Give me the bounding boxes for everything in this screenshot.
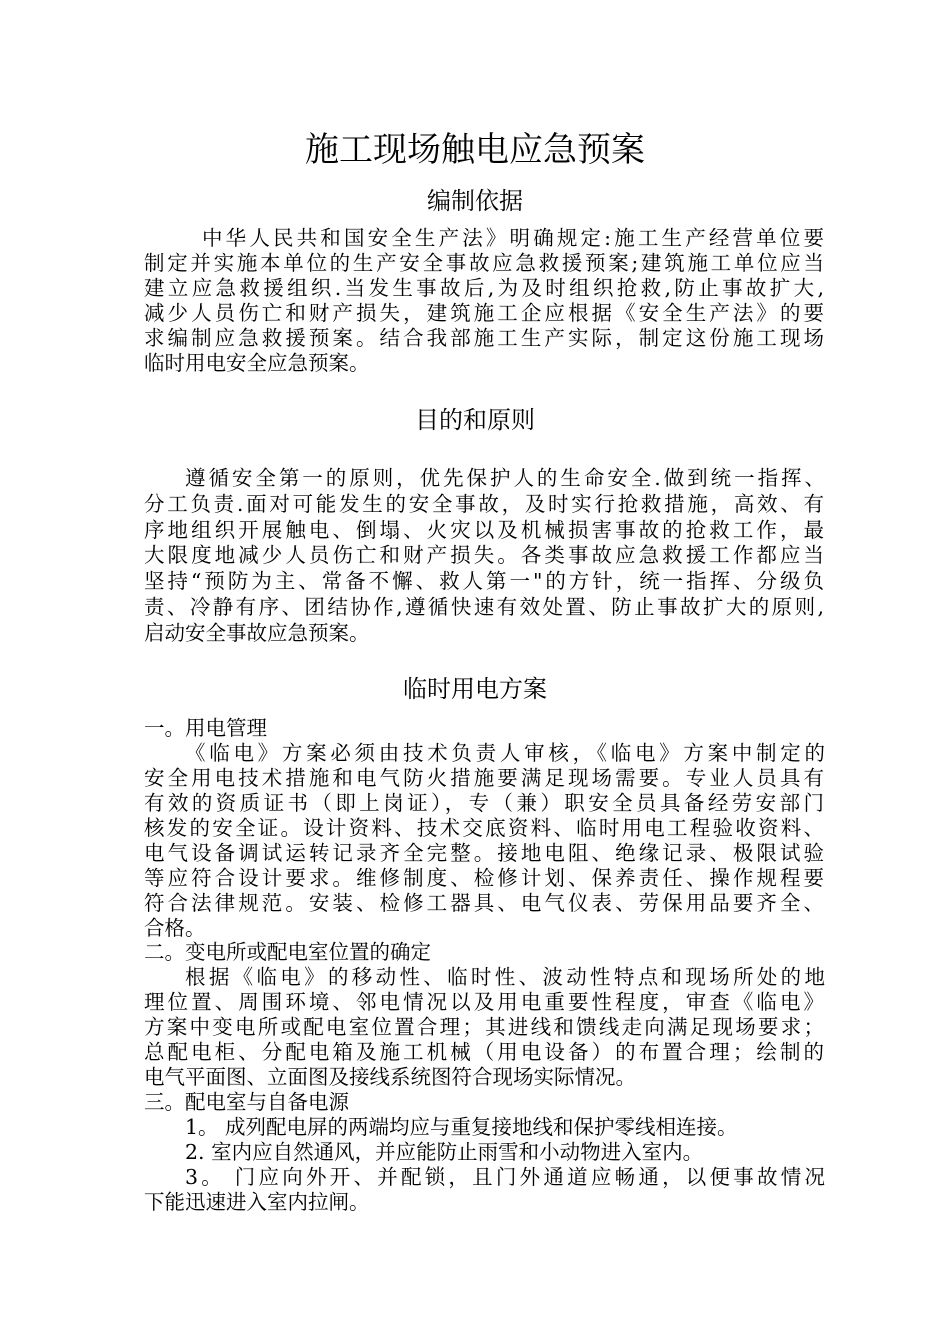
paragraph-line: 坚持“预防为主、常备不懈、救人第一"的方针，统一指挥、分级负 <box>144 569 824 593</box>
paragraph-line: 符合法律规范。安装、检修工器具、电气仪表、劳保用品要齐全、 <box>144 891 824 915</box>
subheading-line: 一。用电管理 <box>144 716 267 740</box>
section-heading-purpose: 目的和原则 <box>415 406 535 434</box>
document-title: 施工现场触电应急预案 <box>305 130 645 170</box>
paragraph-line: 序地组织开展触电、倒塌、火灾以及机械损害事故的抢救工作，最 <box>144 518 824 542</box>
paragraph-line: 电气平面图、立面图及接线系统图符合现场实际情况。 <box>144 1065 636 1089</box>
list-item-line: 1。 成列配电屏的两端均应与重复接地线和保护零线相连接。 <box>185 1115 738 1139</box>
paragraph-line: 理位置、周围环境、邻电情况以及用电重要性程度，审查《临电》 <box>144 990 824 1014</box>
subheading-line: 三。配电室与自备电源 <box>144 1090 349 1114</box>
section-heading-temporary-power: 临时用电方案 <box>403 675 547 703</box>
paragraph-line: 安全用电技术措施和电气防火措施要满足现场需要。专业人员具有 <box>144 766 824 790</box>
paragraph-line: 方案中变电所或配电室位置合理；其进线和馈线走向满足现场要求； <box>144 1015 824 1039</box>
paragraph-line: 大限度地减少人员伤亡和财产损失。各类事故应急救援工作都应当 <box>144 543 824 567</box>
paragraph-line: 核发的安全证。设计资料、技术交底资料、临时用电工程验收资料、 <box>144 816 824 840</box>
paragraph-line: 启动安全事故应急预案。 <box>144 621 370 645</box>
subheading-line: 二。变电所或配电室位置的确定 <box>144 940 431 964</box>
paragraph-line: 总配电柜、分配电箱及施工机械（用电设备）的布置合理；绘制的 <box>144 1040 824 1064</box>
paragraph-line: 制定并实施本单位的生产安全事故应急救援预案;建筑施工单位应当 <box>144 251 824 275</box>
paragraph-line: 根据《临电》的移动性、临时性、波动性特点和现场所处的地 <box>185 965 825 989</box>
paragraph-line: 等应符合设计要求。维修制度、检修计划、保养责任、操作规程要 <box>144 866 824 890</box>
section-heading-basis: 编制依据 <box>427 187 523 215</box>
paragraph-line: 责、冷静有序、团结协作,遵循快速有效处置、防止事故扩大的原则, <box>144 595 824 619</box>
paragraph-line: 中华人民共和国安全生产法》明确规定:施工生产经营单位要 <box>202 226 824 250</box>
paragraph-line: 电气设备调试运转记录齐全完整。接地电阻、绝缘记录、极限试验 <box>144 841 824 865</box>
paragraph-line: 合格。 <box>144 916 206 940</box>
list-item-line: 3。 门应向外开、并配锁，且门外通道应畅通，以便事故情况 <box>185 1165 825 1189</box>
paragraph-line: 下能迅速进入室内拉闸。 <box>144 1190 370 1214</box>
paragraph-line: 分工负责.面对可能发生的安全事故，及时实行抢救措施，高效、有 <box>144 492 824 516</box>
paragraph-line: 遵循安全第一的原则，优先保护人的生命安全.做到统一指挥、 <box>185 466 825 490</box>
paragraph-line: 减少人员伤亡和财产损失，建筑施工企应根据《安全生产法》的要 <box>144 301 824 325</box>
paragraph-line: 有效的资质证书（即上岗证），专（兼）职安全员具备经劳安部门 <box>144 791 824 815</box>
paragraph-line: 《临电》方案必须由技术负责人审核，《临电》方案中制定的 <box>185 741 825 765</box>
paragraph-line: 临时用电安全应急预案。 <box>144 351 370 375</box>
paragraph-line: 建立应急救援组织.当发生事故后,为及时组织抢救,防止事故扩大, <box>144 276 824 300</box>
paragraph-line: 求编制应急救援预案。结合我部施工生产实际，制定这份施工现场 <box>144 326 824 350</box>
list-item-line: 2. 室内应自然通风，并应能防止雨雪和小动物进入室内。 <box>185 1140 704 1164</box>
